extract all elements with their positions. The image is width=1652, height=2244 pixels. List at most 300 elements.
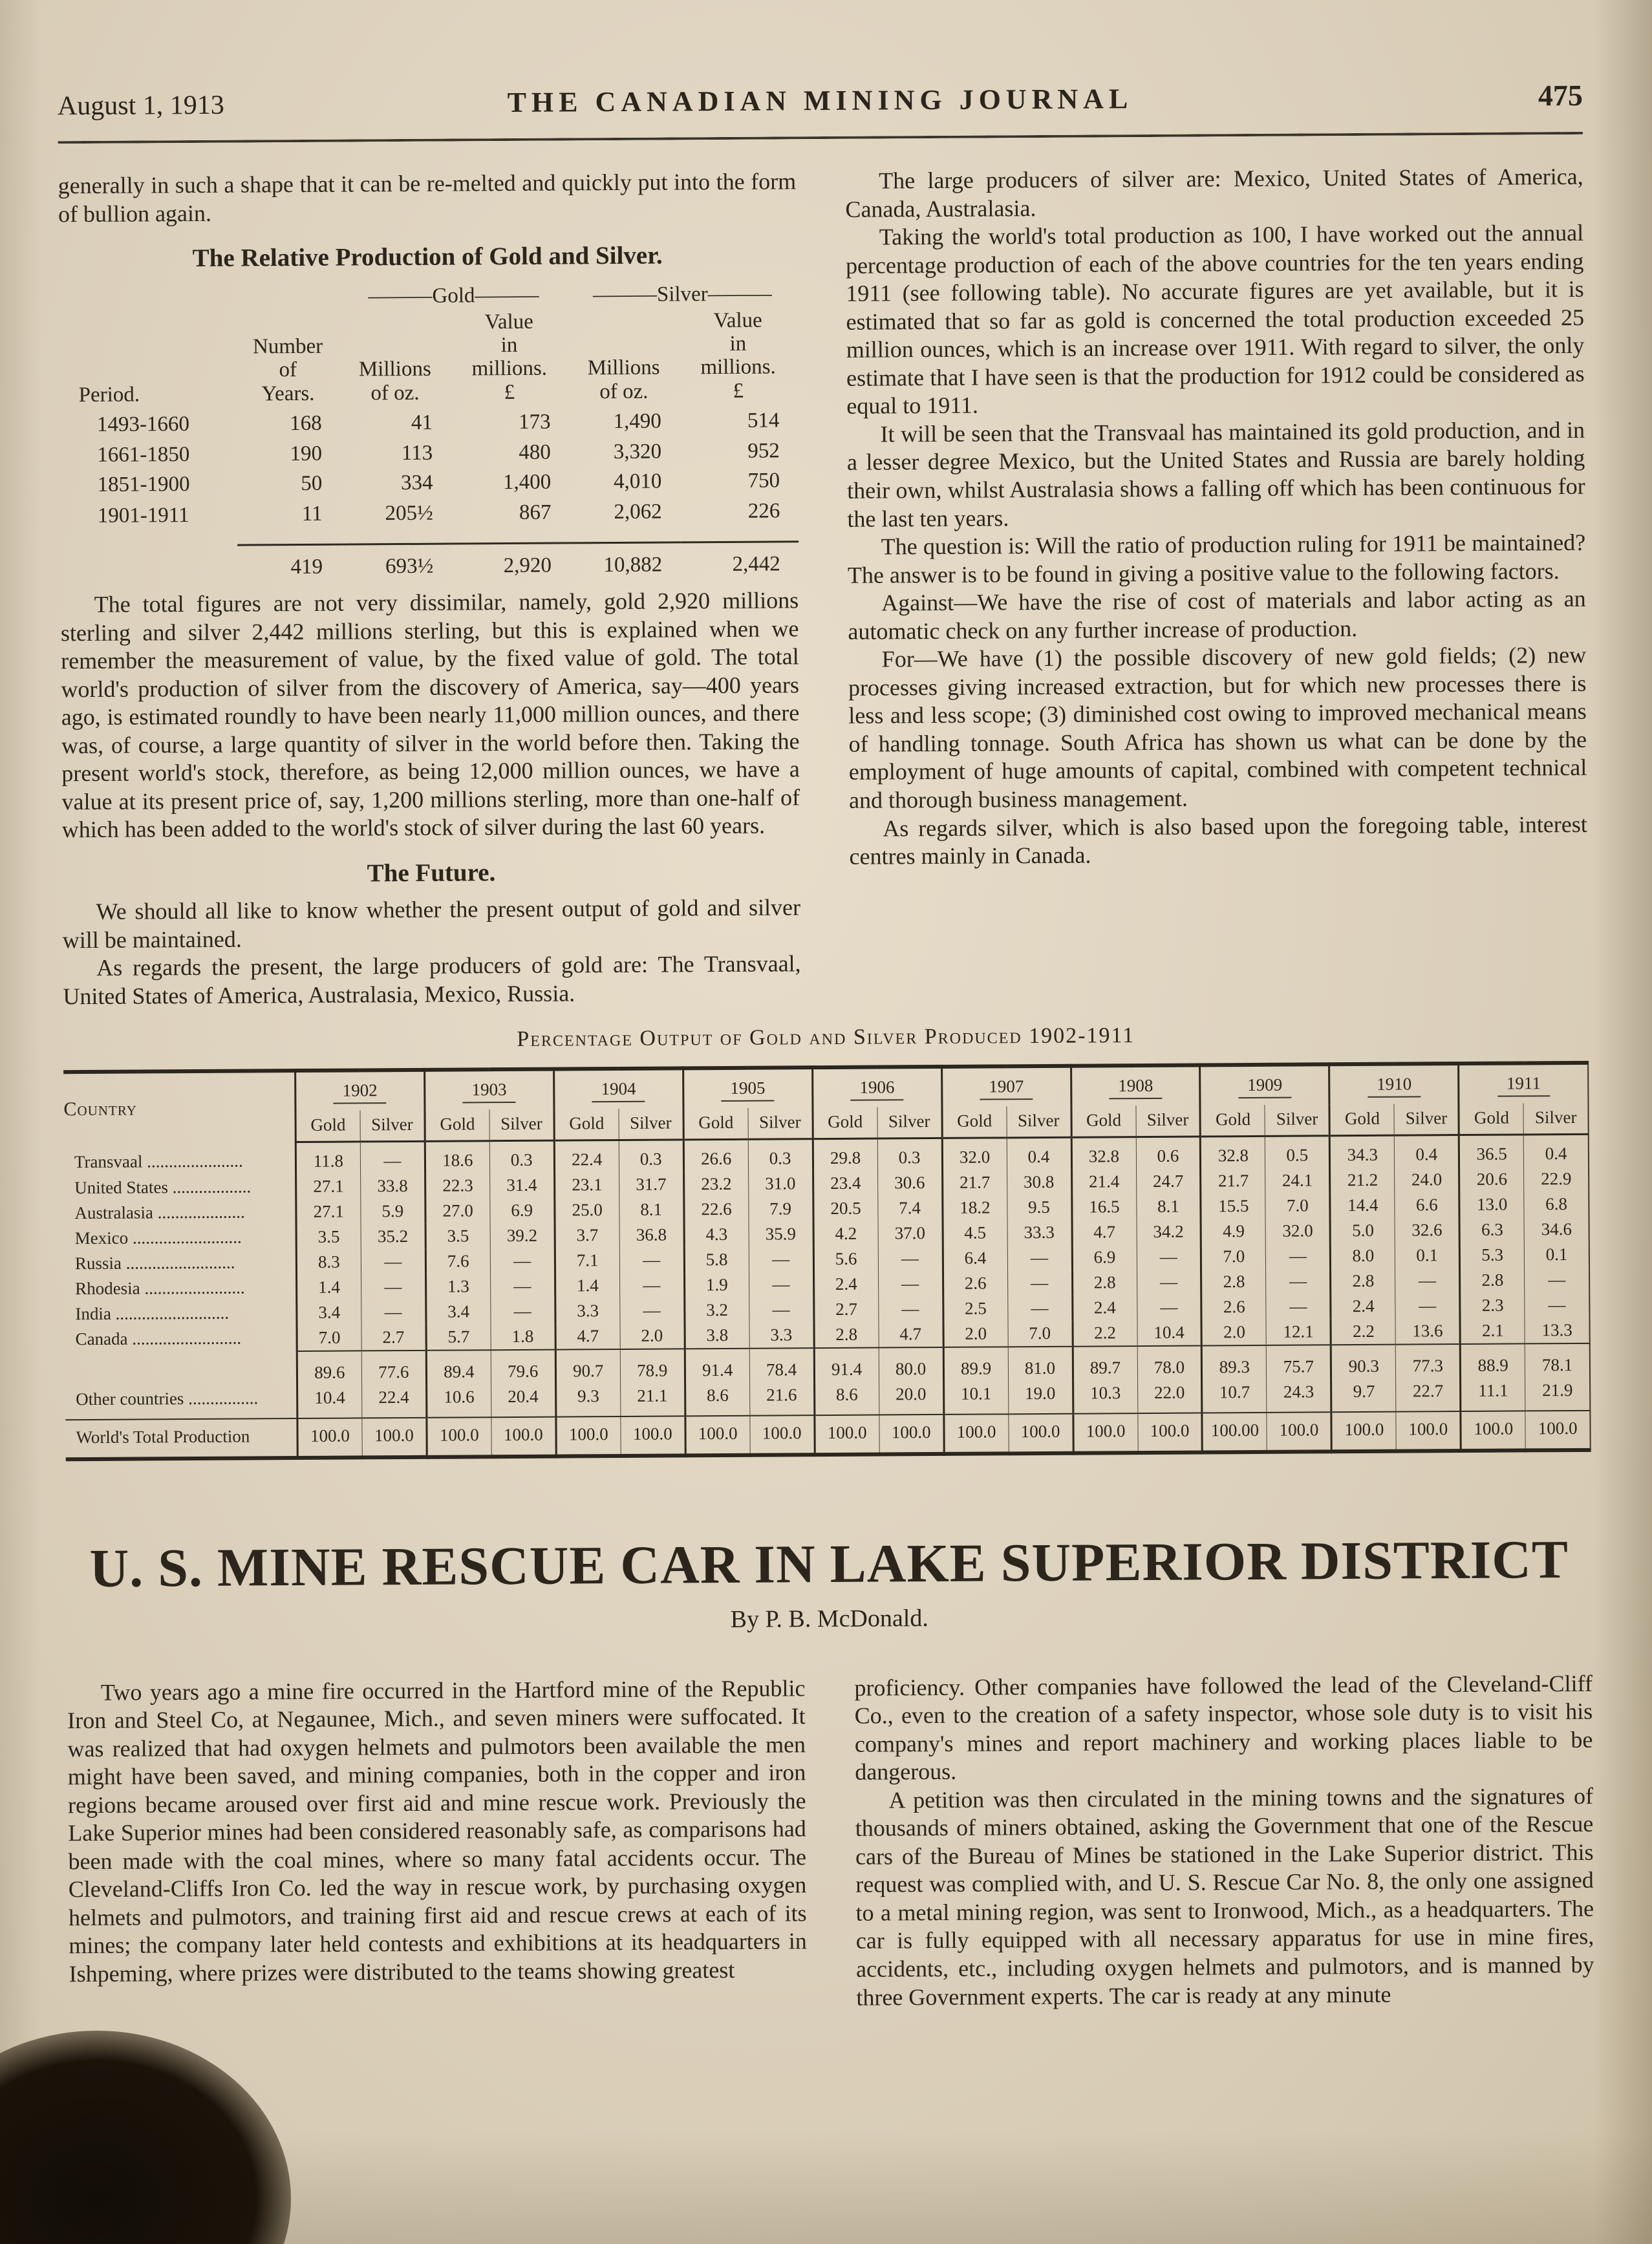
journal-title: THE CANADIAN MINING JOURNAL: [507, 83, 1133, 119]
value-cell: 11.1: [1461, 1378, 1525, 1411]
year-header: [1329, 1063, 1459, 1104]
year-label: 1905: [721, 1078, 774, 1102]
value-cell: 21.1: [620, 1383, 685, 1416]
value-cell: 100.0: [1331, 1411, 1396, 1451]
value-cell: 89.7: [1073, 1346, 1137, 1381]
value-cell: 37.0: [878, 1221, 943, 1246]
value-cell: 78.1: [1525, 1343, 1591, 1378]
value-cell: 33.8: [360, 1173, 425, 1199]
value-cell: 22.4: [361, 1384, 426, 1418]
silver-header: Silver: [1265, 1105, 1329, 1137]
value-cell: 24.1: [1265, 1168, 1330, 1193]
value-cell: 10.1: [943, 1381, 1008, 1415]
value-cell: 100.0: [1267, 1412, 1331, 1452]
value-cell: 90.7: [555, 1349, 620, 1384]
row-label: Russia .........................: [74, 1252, 235, 1274]
value-cell: 12.1: [1266, 1319, 1331, 1345]
page-number: 475: [1538, 78, 1583, 112]
value-cell: 22.4: [554, 1140, 619, 1173]
value-cell: 419: [237, 545, 341, 581]
value-cell: 29.8: [813, 1138, 877, 1171]
value-cell: 1,490: [613, 409, 661, 434]
year-header: [941, 1066, 1071, 1107]
value-cell: 50: [301, 472, 323, 496]
value-cell: 3.3: [749, 1322, 814, 1349]
value-cell: 0.1: [1525, 1242, 1589, 1268]
value-cell: 8.1: [619, 1197, 684, 1223]
value-cell: 21.7: [1201, 1168, 1265, 1194]
table-row: [59, 464, 798, 499]
gold-value-header: Value in millions. £: [471, 310, 548, 404]
value-cell: 6.9: [490, 1198, 555, 1224]
value-cell: 2.1: [1460, 1318, 1525, 1344]
value-cell: 41: [411, 411, 433, 434]
value-cell: 91.4: [814, 1347, 879, 1382]
value-cell: 34.3: [1330, 1135, 1395, 1168]
silver-header: Silver: [1007, 1106, 1071, 1138]
value-cell: 205½: [385, 501, 433, 526]
value-cell: —: [878, 1246, 943, 1272]
value-cell: 100.0: [491, 1416, 556, 1457]
value-cell: 4,010: [613, 469, 662, 494]
value-cell: 27.1: [296, 1199, 361, 1225]
table-row: [65, 1410, 1590, 1459]
value-cell: 2.8: [1460, 1267, 1525, 1293]
value-cell: 30.8: [1007, 1170, 1071, 1195]
value-cell: 9.5: [1007, 1195, 1071, 1221]
value-cell: 0.6: [1136, 1137, 1201, 1169]
value-cell: —: [360, 1142, 425, 1174]
value-cell: —: [620, 1298, 685, 1323]
period-header: Period.: [78, 383, 140, 407]
row-label: [60, 546, 237, 582]
value-cell: 3.5: [296, 1224, 361, 1250]
value-cell: 100.0: [297, 1418, 362, 1458]
value-cell: 13.3: [1525, 1318, 1589, 1344]
value-cell: 11: [301, 502, 323, 526]
gold-header: Gold: [554, 1109, 619, 1140]
value-cell: —: [490, 1273, 555, 1299]
value-cell: 100.0: [362, 1417, 427, 1457]
value-cell: 35.2: [361, 1224, 425, 1250]
value-cell: 5.8: [684, 1247, 749, 1273]
year-label: 1906: [850, 1077, 903, 1101]
value-cell: —: [1137, 1244, 1201, 1270]
paragraph: As regards the present, the large producers of gold are: The Transvaal, United States of America, Australasia, Mexico, Russia.: [63, 950, 801, 1010]
paragraph: Two years ago a mine fire occurred in the Hartford mine of the Republic Iron and Steel Co, at Negaunee, Mich., and seven miners were suffocated. It was realized that had oxygen helmets and pulmotors been available the men might have been saved, and mining companies, both in the copper and iron regions became aroused over first aid and mine rescue work. Previously the Lake Superior mines had been considered reasonably safe, as comparisons had been made with the coal mines, where so many fatal accidents occur. The Cleveland-Cliffs Iron Co. led the way in rescue work, by purchasing oxygen helmets and pulmotors, and training first aid and rescue crews at each of its mines; the company later held contests and exhibitions at its headquarters in Ishpeming, where prizes were distributed to the teams showing greatest: [67, 1674, 807, 1987]
value-cell: 2.7: [813, 1296, 878, 1322]
value-cell: 100.0: [815, 1415, 879, 1455]
paragraph: It will be seen that the Transvaal has maintained its gold production, and in a lesser degree Mexico, but the United States and Russia are barely holding their own, whilst Australasia shows a falling off which has been continuous for the last ten years.: [846, 416, 1585, 532]
value-cell: 77.3: [1396, 1344, 1461, 1379]
value-cell: 8.3: [296, 1249, 361, 1275]
value-cell: —: [878, 1296, 943, 1322]
article-byline: By P. B. McDonald.: [730, 1604, 928, 1633]
table-row: [59, 403, 798, 438]
value-cell: —: [619, 1272, 684, 1298]
value-cell: 2.0: [1201, 1320, 1266, 1346]
value-cell: 6.8: [1524, 1191, 1589, 1217]
value-cell: 32.8: [1201, 1137, 1265, 1169]
value-cell: 514: [747, 409, 780, 433]
value-cell: 20.5: [813, 1196, 877, 1222]
value-cell: 21.9: [1525, 1377, 1590, 1411]
value-cell: —: [1395, 1293, 1460, 1319]
value-cell: 100.0: [1396, 1411, 1461, 1451]
value-cell: 0.4: [1524, 1135, 1589, 1167]
value-cell: 100.0: [1073, 1413, 1137, 1453]
value-cell: 693½: [341, 544, 452, 580]
value-cell: 32.0: [1265, 1218, 1330, 1244]
gold-header: Gold: [1200, 1105, 1265, 1137]
value-cell: 2.5: [943, 1296, 1007, 1321]
relative-production-heading: The Relative Production of Gold and Silver.: [192, 241, 663, 273]
value-cell: —: [1266, 1294, 1331, 1320]
value-cell: 6.6: [1395, 1192, 1459, 1218]
year-header: [1200, 1065, 1329, 1106]
value-cell: 100.0: [1137, 1413, 1202, 1453]
row-label: Canada .........................: [75, 1328, 242, 1349]
value-cell: 11.8: [295, 1142, 360, 1174]
value-cell: 22.7: [1396, 1378, 1461, 1412]
row-label: Rhodesia .......................: [75, 1277, 245, 1299]
value-cell: 5.7: [426, 1324, 491, 1351]
row-label: [65, 1351, 297, 1387]
value-cell: 100.0: [1525, 1410, 1591, 1450]
issue-date: August 1, 1913: [57, 90, 224, 122]
gold-group-header: ———Gold———: [368, 284, 539, 308]
continuation-paragraph: generally in such a shape that it can be re-melted and quickly put into the form of bullion again.: [58, 168, 797, 227]
value-cell: 9.7: [1331, 1378, 1396, 1412]
table-row: [60, 494, 799, 546]
rescue-article-body: [67, 1669, 1594, 2016]
value-cell: 26.6: [683, 1139, 748, 1171]
table-row: [59, 434, 798, 469]
value-cell: 1.9: [684, 1272, 749, 1298]
value-cell: 1.4: [296, 1274, 361, 1300]
value-cell: 90.3: [1331, 1344, 1396, 1379]
value-cell: 3.2: [684, 1298, 749, 1323]
value-cell: 31.4: [489, 1173, 554, 1199]
page-corner-shadow: [0, 2031, 291, 2244]
value-cell: 0.1: [1395, 1243, 1460, 1268]
value-cell: 3.8: [685, 1323, 749, 1349]
value-cell: 2.0: [943, 1321, 1008, 1347]
value-cell: 10.6: [426, 1384, 491, 1418]
gold-header: Gold: [425, 1109, 489, 1141]
value-cell: 22.9: [1524, 1166, 1589, 1192]
value-cell: 750: [747, 469, 780, 493]
value-cell: 77.6: [361, 1351, 426, 1385]
value-cell: 30.6: [877, 1170, 942, 1196]
value-cell: 88.9: [1461, 1343, 1525, 1378]
value-cell: 80.0: [879, 1347, 943, 1382]
value-cell: 7.6: [425, 1248, 490, 1274]
year-label: 1910: [1368, 1074, 1421, 1098]
silver-header: Silver: [360, 1110, 425, 1142]
row-label: Other countries ................: [76, 1388, 259, 1409]
value-cell: —: [361, 1249, 425, 1275]
gold-header: Gold: [1329, 1104, 1394, 1136]
value-cell: 2.6: [1201, 1294, 1266, 1320]
value-cell: 14.4: [1330, 1193, 1395, 1219]
value-cell: 2.4: [1072, 1295, 1137, 1321]
value-cell: 2.0: [620, 1323, 685, 1349]
year-label: 1902: [334, 1080, 387, 1104]
row-label: Transvaal ......................: [74, 1151, 243, 1172]
value-cell: 16.5: [1071, 1194, 1136, 1220]
value-cell: 78.9: [620, 1349, 685, 1384]
value-cell: 952: [747, 439, 780, 463]
value-cell: 24.3: [1267, 1379, 1331, 1413]
value-cell: 1.3: [425, 1274, 490, 1299]
gold-header: Gold: [1071, 1106, 1135, 1137]
value-cell: 5.9: [361, 1199, 425, 1224]
value-cell: —: [1395, 1268, 1460, 1294]
value-cell: 0.3: [489, 1140, 554, 1173]
value-cell: 867: [519, 500, 552, 524]
value-cell: 480: [519, 440, 551, 464]
value-cell: 6.3: [1459, 1217, 1524, 1243]
value-cell: 22.6: [684, 1197, 749, 1223]
value-cell: 36.8: [619, 1222, 684, 1248]
value-cell: 2.2: [1331, 1318, 1395, 1345]
value-cell: 0.4: [1395, 1135, 1459, 1168]
value-cell: 31.7: [619, 1172, 683, 1198]
value-cell: 32.0: [942, 1138, 1007, 1170]
year-header: [295, 1070, 425, 1111]
value-cell: 5.0: [1330, 1218, 1395, 1244]
value-cell: 7.1: [555, 1248, 619, 1274]
gold-header: Gold: [1459, 1104, 1523, 1135]
paragraph: We should all like to know whether the present output of gold and silver will be maintained.: [62, 894, 801, 953]
value-cell: 25.0: [555, 1197, 619, 1223]
value-cell: 89.4: [426, 1350, 491, 1385]
value-cell: 15.5: [1201, 1193, 1265, 1219]
value-cell: 6.9: [1072, 1245, 1137, 1270]
article-right-column: [854, 1669, 1594, 2012]
value-cell: 2.8: [1072, 1270, 1137, 1296]
year-label: 1911: [1497, 1073, 1550, 1097]
value-cell: 3.5: [425, 1223, 490, 1249]
value-cell: 18.2: [942, 1195, 1007, 1221]
value-cell: 21.4: [1071, 1169, 1136, 1195]
value-cell: 334: [400, 471, 433, 495]
silver-header: Silver: [1394, 1104, 1459, 1135]
value-cell: —: [1525, 1292, 1589, 1318]
value-cell: 33.3: [1007, 1220, 1072, 1246]
year-header: [1459, 1063, 1589, 1104]
value-cell: 3,320: [613, 440, 662, 464]
value-cell: 2.8: [1331, 1268, 1395, 1294]
relative-table-head: [59, 278, 798, 409]
value-cell: 2.8: [814, 1321, 879, 1348]
row-label: United States ..................: [74, 1177, 252, 1198]
year-header: [424, 1069, 553, 1110]
value-cell: —: [1137, 1269, 1201, 1295]
value-cell: 0.4: [1007, 1137, 1071, 1170]
value-cell: —: [491, 1298, 555, 1324]
value-cell: 22.0: [1137, 1380, 1202, 1413]
silver-header: Silver: [1523, 1103, 1588, 1135]
percentage-table-head: [63, 1063, 1589, 1144]
value-cell: 32.6: [1395, 1217, 1459, 1243]
value-cell: 173: [518, 410, 551, 434]
value-cell: 4.5: [943, 1220, 1007, 1246]
row-label: 1661-1850: [97, 442, 190, 467]
value-cell: —: [749, 1297, 813, 1323]
value-cell: 13.0: [1459, 1192, 1524, 1218]
value-cell: 4.3: [684, 1222, 749, 1248]
value-cell: 20.0: [879, 1382, 943, 1415]
value-cell: —: [1007, 1270, 1072, 1296]
value-cell: 7.0: [1008, 1320, 1073, 1347]
right-column: [845, 163, 1588, 1006]
value-cell: 19.0: [1008, 1380, 1073, 1414]
value-cell: 2.3: [1460, 1292, 1525, 1318]
value-cell: 27.1: [295, 1174, 360, 1200]
year-label: 1907: [980, 1076, 1033, 1100]
year-header: [812, 1067, 941, 1107]
value-cell: 2.8: [1201, 1269, 1266, 1295]
year-header: [553, 1069, 683, 1109]
value-cell: 7.9: [748, 1196, 813, 1222]
value-cell: 100.00: [1202, 1412, 1267, 1452]
future-heading: The Future.: [367, 859, 496, 888]
value-cell: 23.2: [683, 1171, 748, 1197]
value-cell: 8.1: [1136, 1194, 1201, 1220]
masthead: [58, 78, 1583, 122]
value-cell: 2.4: [1331, 1293, 1395, 1319]
value-cell: —: [878, 1271, 943, 1297]
year-label: 1908: [1109, 1075, 1162, 1099]
value-cell: 10,882: [570, 542, 681, 579]
percentage-table-body: [64, 1135, 1591, 1459]
year-label: 1904: [592, 1078, 645, 1102]
value-cell: 2.6: [943, 1270, 1007, 1296]
value-cell: 3.7: [555, 1223, 619, 1248]
value-cell: 8.6: [685, 1382, 749, 1416]
value-cell: 10.3: [1073, 1380, 1137, 1414]
value-cell: 91.4: [685, 1348, 749, 1383]
value-cell: 3.4: [426, 1299, 491, 1325]
value-cell: 3.4: [297, 1299, 361, 1325]
value-cell: 89.6: [297, 1351, 361, 1385]
value-cell: —: [361, 1299, 426, 1325]
value-cell: —: [1007, 1245, 1072, 1271]
value-cell: —: [1266, 1243, 1331, 1269]
value-cell: 23.1: [554, 1172, 619, 1198]
value-cell: 2.2: [1073, 1320, 1137, 1347]
value-cell: 18.6: [425, 1141, 489, 1173]
row-label: Australasia ....................: [74, 1202, 245, 1223]
silver-header: Silver: [619, 1109, 683, 1140]
value-cell: 100.0: [879, 1415, 943, 1455]
value-cell: 168: [290, 411, 322, 436]
value-cell: 81.0: [1008, 1346, 1073, 1381]
silver-header: Silver: [1135, 1106, 1200, 1137]
value-cell: 89.9: [943, 1347, 1008, 1382]
spacer-cell: [236, 281, 339, 312]
value-cell: 100.0: [1461, 1411, 1525, 1451]
gold-header: Gold: [942, 1107, 1007, 1138]
value-cell: 2,062: [614, 500, 662, 524]
paragraph: The question is: Will the ratio of production ruling for 1911 be maintained? The answer is to be found in giving a positive value to the following factors.: [847, 529, 1586, 588]
value-cell: 34.2: [1137, 1219, 1201, 1245]
paragraph: Taking the world's total production as 100, I have worked out the annual percentage production of each of the above countries for the ten years ending 1911 (see following table). No accurate figures are yet available, but it is estimated that so far as gold is concerned the total production exceeded 25 million ounces, which is an increase over 1911. With regard to silver, the only estimate that I have seen is that the production for 1912 could be considered as equal to 1911.: [845, 219, 1585, 420]
value-cell: 0.5: [1265, 1136, 1330, 1168]
silver-header: Silver: [748, 1107, 813, 1139]
year-label: 1909: [1238, 1074, 1291, 1098]
value-cell: 8.0: [1331, 1243, 1395, 1269]
value-cell: 23.4: [813, 1171, 877, 1197]
value-cell: 7.0: [297, 1325, 361, 1351]
country-header: Country: [63, 1098, 137, 1120]
silver-value-header: Value in millions. £: [700, 308, 776, 403]
value-cell: —: [361, 1274, 425, 1300]
silver-header: Silver: [877, 1107, 942, 1138]
article-left-column: [67, 1674, 808, 2017]
silver-group-header: ———Silver———: [592, 282, 772, 307]
spacer-cell: [59, 281, 236, 312]
relative-table-body: [59, 403, 799, 582]
value-cell: 5.3: [1460, 1242, 1525, 1268]
value-cell: 24.7: [1136, 1169, 1201, 1195]
article-headline: U. S. MINE RESCUE CAR IN LAKE SUPERIOR DISTRICT: [89, 1529, 1569, 1599]
value-cell: 100.0: [943, 1414, 1008, 1454]
value-cell: 4.2: [813, 1221, 878, 1247]
gold-header: Gold: [295, 1111, 360, 1142]
paragraph: For—We have (1) the possible discovery of new gold fields; (2) new processes giving increased extraction, but for which new processes there is less and less scope; (3) diminished cost owing to improved mechanical means of handling tonnage. South Africa has shown us what can be done by the employment of huge amounts of capital, combined with competent technical and thorough business management.: [848, 642, 1587, 813]
value-cell: 22.3: [425, 1173, 489, 1199]
value-cell: 100.0: [556, 1416, 621, 1457]
value-cell: —: [1007, 1296, 1072, 1321]
value-cell: 3.3: [555, 1298, 620, 1324]
paragraph: proficiency. Other companies have followed the lead of the Cleveland-Cliff Co., even to the creation of a safety inspector, whose sole duty is to visit his company's mines and report machinery and working places liable to be dangerous.: [854, 1670, 1593, 1785]
row-label: 1901-1911: [97, 503, 189, 528]
value-cell: 9.3: [555, 1384, 620, 1417]
value-cell: 39.2: [490, 1223, 555, 1249]
percentage-table-caption: Percentage Output of Gold and Silver Produced 1902-1911: [517, 1023, 1135, 1052]
value-cell: 21.6: [749, 1382, 814, 1416]
value-cell: 10.4: [1137, 1320, 1201, 1346]
value-cell: —: [1266, 1268, 1331, 1294]
column-header-row: [59, 308, 797, 408]
value-cell: 8.6: [814, 1382, 879, 1415]
percentage-output-table: [63, 1061, 1591, 1461]
value-cell: 100.0: [685, 1415, 750, 1455]
value-cell: —: [619, 1247, 684, 1273]
value-cell: 35.9: [749, 1221, 813, 1247]
row-label: 1851-1900: [97, 473, 190, 497]
value-cell: 20.6: [1459, 1167, 1524, 1193]
value-cell: —: [749, 1272, 813, 1298]
silver-header: Silver: [489, 1109, 554, 1141]
value-cell: 89.3: [1202, 1345, 1267, 1380]
silver-oz-header: Millions of oz.: [587, 356, 660, 403]
value-cell: 21.2: [1330, 1168, 1395, 1193]
value-cell: 4.7: [879, 1321, 943, 1348]
value-cell: 113: [401, 441, 433, 465]
value-cell: 0.3: [877, 1138, 942, 1171]
totals-paragraph: The total figures are not very dissimilar, namely, gold 2,920 millions sterling and silver 2,442 millions sterling, but this is explained when we remember the measurement of value, by the fixed value of gold. The total world's production of silver from the discovery of America, say—400 years ago, is estimated roundly to have been nearly 11,000 million ounces, and there was, of course, a large quantity of silver in the world before then. Taking the present world's stock, therefore, as being 12,000 million ounces, we have a value at its present price of, say, 1,200 millions sterling, more than one-half of which has been added to the world's stock of silver during the last 60 years.: [60, 587, 800, 843]
value-cell: 21.7: [942, 1170, 1007, 1195]
value-cell: 226: [747, 499, 780, 523]
value-cell: 2.7: [361, 1325, 426, 1351]
value-cell: 2,920: [451, 543, 570, 579]
gold-oz-header: Millions of oz.: [358, 358, 431, 405]
left-column: [58, 167, 801, 1010]
